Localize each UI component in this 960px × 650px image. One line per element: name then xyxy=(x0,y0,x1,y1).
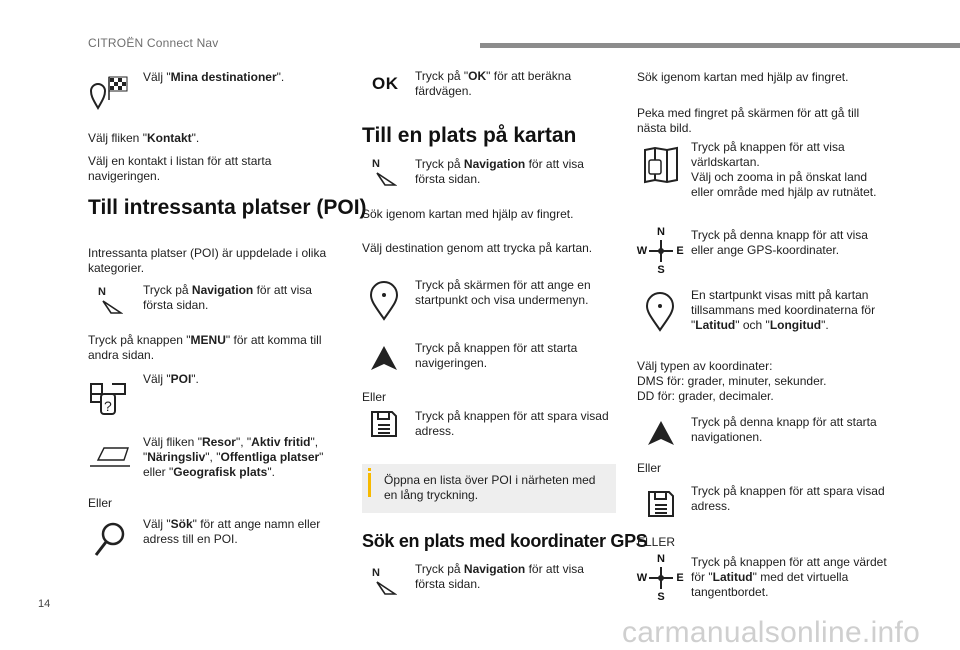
col1-p9: Välj "Sök" för att ange namn eller xyxy=(143,517,321,531)
navigation-arrow-icon xyxy=(371,566,397,596)
col1-p3b: navigeringen. xyxy=(88,169,161,183)
map-pin-icon xyxy=(369,281,399,321)
compass-n: N xyxy=(657,553,665,565)
col3-p8a: Tryck på knappen för att spara visad xyxy=(691,484,885,498)
svg-text:?: ? xyxy=(104,398,112,414)
col2-p3: Sök igenom kartan med hjälp av fingret. xyxy=(362,207,574,221)
compass-s: S xyxy=(657,264,665,276)
info-note-line2: en lång tryckning. xyxy=(384,488,479,502)
col3-p6a: Välj typen av koordinater: xyxy=(637,359,773,373)
col1-p6b: andra sidan. xyxy=(88,348,155,362)
search-icon xyxy=(93,521,127,559)
navigation-arrow-icon xyxy=(371,157,397,187)
col1-p3a: Välj en kontakt i listan för att starta xyxy=(88,154,272,168)
col3-p1: Sök igenom kartan med hjälp av fingret. xyxy=(637,70,849,84)
col1-p4a: Intressanta platser (POI) är uppdelade i olika xyxy=(88,246,327,260)
watermark: carmanualsonline.info xyxy=(622,616,921,649)
col2-p7b: adress. xyxy=(415,424,455,438)
compass-w: W xyxy=(636,245,648,257)
heading-gps: Sök en plats med koordinater GPS xyxy=(362,531,648,551)
start-navigation-icon xyxy=(646,419,676,447)
heading-poi: Till intressanta platser (POI) xyxy=(88,196,367,219)
col2-p1b: färdvägen. xyxy=(415,84,472,98)
col3-p7b: navigationen. xyxy=(691,430,763,444)
col1-p5b: första sidan. xyxy=(143,298,209,312)
tab-folder-icon xyxy=(88,446,132,468)
destination-flag-icon xyxy=(88,76,130,110)
col1-p4b: kategorier. xyxy=(88,261,145,275)
svg-text:N: N xyxy=(372,158,380,170)
col3-p3c: Välj och zooma in på önskat land xyxy=(691,170,868,184)
col2-p4: Välj destination genom att trycka på kartan. xyxy=(362,241,593,255)
col2-p8: Tryck på Navigation för att visa xyxy=(415,562,584,576)
col3-p3d: eller område med hjälp av rutnätet. xyxy=(691,185,877,199)
col3-p6c: DD för: grader, decimaler. xyxy=(637,389,774,403)
info-note-line1: Öppna en lista över POI i närheten med xyxy=(384,473,596,487)
compass-w: W xyxy=(636,572,648,584)
col3-p5b: tillsammans med koordinaterna för xyxy=(691,303,876,317)
col1-p6: Tryck på knappen "MENU" för att komma till xyxy=(88,333,322,347)
col3-p4b: eller ange GPS-koordinater. xyxy=(691,243,840,257)
col2-p2b: första sidan. xyxy=(415,172,481,186)
svg-text:N: N xyxy=(98,286,106,298)
col2-p5a: Tryck på skärmen för att ange en xyxy=(415,278,591,292)
col1-p8b: "Näringsliv", "Offentliga platser" xyxy=(143,450,324,464)
col1-p1: Välj "Mina destinationer". xyxy=(143,70,285,84)
start-navigation-icon xyxy=(369,344,399,372)
col3-p2b: nästa bild. xyxy=(637,121,692,135)
col2-eller: Eller xyxy=(362,390,387,404)
compass-gps-icon xyxy=(636,226,686,276)
header-title: CITROËN Connect Nav xyxy=(88,36,219,50)
col2-p6b: navigeringen. xyxy=(415,356,488,370)
col1-p2: Välj fliken "Kontakt". xyxy=(88,131,200,145)
col1-p8c: eller "Geografisk plats". xyxy=(143,465,275,479)
col3-p6b: DMS för: grader, minuter, sekunder. xyxy=(637,374,827,388)
col2-p8b: första sidan. xyxy=(415,577,481,591)
col1-p9b: adress till en POI. xyxy=(143,532,238,546)
col3-p9c: tangentbordet. xyxy=(691,585,769,599)
compass-e: E xyxy=(676,245,684,257)
info-icon xyxy=(368,473,371,497)
col3-p7a: Tryck på denna knapp för att starta xyxy=(691,415,877,429)
compass-e: E xyxy=(676,572,684,584)
header-bar xyxy=(480,43,960,48)
col1-p7: Välj "POI". xyxy=(143,372,199,386)
col3-eller: Eller xyxy=(637,461,662,475)
save-icon xyxy=(369,409,399,439)
ok-button-icon: OK xyxy=(372,74,399,93)
navigation-arrow-icon xyxy=(97,285,123,315)
col1-eller: Eller xyxy=(88,496,113,510)
col3-p4a: Tryck på denna knapp för att visa xyxy=(691,228,868,242)
poi-question-icon xyxy=(88,380,128,416)
col2-p5b: startpunkt och visa undermenyn. xyxy=(415,293,589,307)
col2-p2: Tryck på Navigation för att visa xyxy=(415,157,584,171)
col3-p5a: En startpunkt visas mitt på kartan xyxy=(691,288,869,302)
col3-p9b: för "Latitud" med det virtuella xyxy=(691,570,849,584)
svg-text:N: N xyxy=(372,567,380,579)
compass-n: N xyxy=(657,226,665,238)
save-icon xyxy=(646,489,676,519)
compass-gps-icon xyxy=(636,553,686,603)
col1-p8: Välj fliken "Resor", "Aktiv fritid", xyxy=(143,435,319,449)
heading-map: Till en plats på kartan xyxy=(362,124,577,147)
info-note-text xyxy=(384,473,612,503)
col3-p3b: världskartan. xyxy=(691,155,760,169)
col3-p2a: Peka med fingret på skärmen för att gå till xyxy=(637,106,860,120)
col2-p1: Tryck på "OK" för att beräkna xyxy=(415,69,572,83)
col2-p7a: Tryck på knappen för att spara visad xyxy=(415,409,609,423)
col3-p3a: Tryck på knappen för att visa xyxy=(691,140,845,154)
page-number: 14 xyxy=(38,598,51,610)
map-pin-icon xyxy=(645,292,675,332)
col2-p6a: Tryck på knappen för att starta xyxy=(415,341,578,355)
col3-p8b: adress. xyxy=(691,499,731,513)
col3-eller2: ELLER xyxy=(637,535,676,549)
info-note xyxy=(362,464,616,513)
col1-p5: Tryck på Navigation för att visa xyxy=(143,283,312,297)
col3-p9a: Tryck på knappen för att ange värdet xyxy=(691,555,887,569)
compass-s: S xyxy=(657,591,665,603)
world-map-icon xyxy=(643,146,679,184)
col3-p5c: "Latitud" och "Longitud". xyxy=(691,318,829,332)
